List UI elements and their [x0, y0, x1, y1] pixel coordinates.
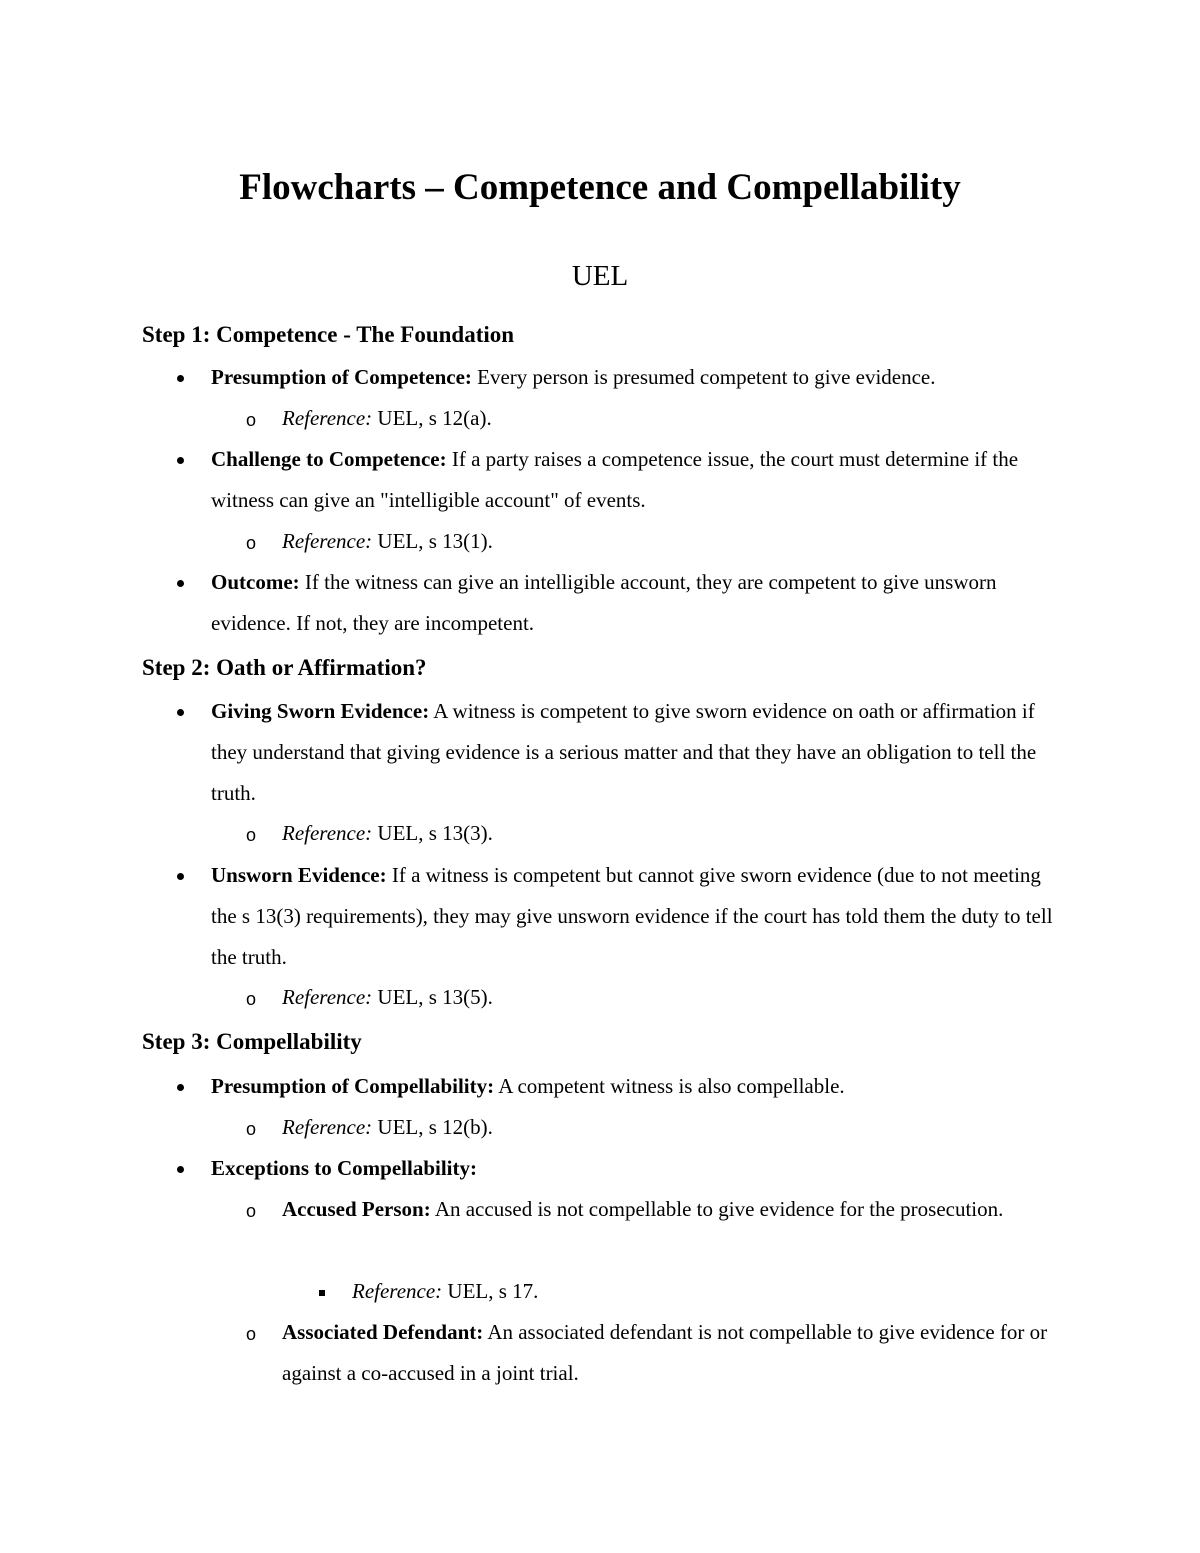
page-title: Flowcharts – Competence and Compellability	[239, 167, 961, 208]
step2-unsworn	[211, 855, 1061, 978]
step2-sworn-label: Giving Sworn Evidence:	[211, 699, 430, 723]
reference-label: Reference:	[282, 406, 373, 430]
reference-label: Reference:	[282, 1115, 373, 1139]
sub-bullet-icon: o	[246, 1119, 257, 1139]
bullet-icon	[177, 709, 184, 716]
sub-bullet-icon: o	[246, 1324, 257, 1344]
square-bullet-icon	[319, 1290, 325, 1296]
step3-exceptions-label: Exceptions to Compellability:	[211, 1156, 477, 1180]
step2-unsworn-label: Unsworn Evidence:	[211, 863, 387, 887]
exception-accused	[282, 1189, 1062, 1230]
step3-presumption-label: Presumption of Compellability:	[211, 1074, 495, 1098]
step2-sworn-ref	[282, 813, 1062, 854]
bullet-icon	[177, 1166, 184, 1173]
step3-exceptions	[211, 1148, 1061, 1189]
step2-heading: Step 2: Oath or Affirmation?	[142, 655, 427, 680]
step1-outcome	[211, 562, 1061, 644]
sub-bullet-icon: o	[246, 533, 257, 553]
bullet-icon	[177, 1084, 184, 1091]
step2-unsworn-text: If a witness is competent but cannot give sworn evidence (due to not meeting the s 13(3) requirements), they may give unsworn evidence if the court has told them the duty to tell the truth.	[211, 863, 1053, 969]
reference-text: UEL, s 13(3).	[372, 821, 493, 845]
step1-presumption-label: Presumption of Competence:	[211, 365, 472, 389]
bullet-icon	[177, 375, 184, 382]
sub-bullet-icon: o	[246, 825, 257, 845]
step1-challenge	[211, 439, 1061, 521]
step3-presumption-text: A competent witness is also compellable.	[494, 1074, 845, 1098]
step1-outcome-text: If the witness can give an intelligible account, they are competent to give unsworn evidence. If not, they are incompetent.	[211, 570, 997, 635]
reference-label: Reference:	[352, 1279, 443, 1303]
step3-presumption	[211, 1066, 1061, 1107]
reference-text: UEL, s 17.	[442, 1279, 539, 1303]
step1-presumption	[211, 357, 1061, 398]
step1-challenge-label: Challenge to Competence:	[211, 447, 447, 471]
reference-text: UEL, s 13(1).	[372, 529, 493, 553]
reference-text: UEL, s 12(b).	[372, 1115, 493, 1139]
exception-accused-label: Accused Person:	[282, 1197, 431, 1221]
exception-associated-label: Associated Defendant:	[282, 1320, 484, 1344]
reference-label: Reference:	[282, 529, 373, 553]
step3-heading: Step 3: Compellability	[142, 1029, 362, 1054]
step2-sworn-text: A witness is competent to give sworn evidence on oath or affirmation if they understand that giving evidence is a serious matter and that they have an obligation to tell the truth.	[211, 699, 1037, 805]
step1-challenge-text: If a party raises a competence issue, the court must determine if the witness can give an "intelligible account" of events.	[211, 447, 1019, 512]
exception-associated-text: An associated defendant is not compellable to give evidence for or against a co-accused in a joint trial.	[282, 1320, 1048, 1385]
step1-challenge-ref	[282, 521, 1062, 562]
reference-label: Reference:	[282, 985, 373, 1009]
step1-presumption-text: Every person is presumed competent to give evidence.	[471, 365, 936, 389]
step1-presumption-ref	[282, 398, 1062, 439]
exception-accused-ref	[352, 1271, 1052, 1312]
sub-bullet-icon: o	[246, 410, 257, 430]
reference-label: Reference:	[282, 821, 373, 845]
step2-sworn	[211, 691, 1061, 814]
bullet-icon	[177, 580, 184, 587]
reference-text: UEL, s 13(5).	[372, 985, 493, 1009]
sub-bullet-icon: o	[246, 1201, 257, 1221]
step1-heading: Step 1: Competence - The Foundation	[142, 322, 515, 347]
reference-text: UEL, s 12(a).	[372, 406, 492, 430]
step2-unsworn-ref	[282, 977, 1062, 1018]
page-subtitle: UEL	[571, 260, 629, 292]
sub-bullet-icon: o	[246, 989, 257, 1009]
step1-outcome-label: Outcome:	[211, 570, 300, 594]
bullet-icon	[177, 457, 184, 464]
bullet-icon	[177, 873, 184, 880]
exception-associated	[282, 1312, 1062, 1394]
step3-presumption-ref	[282, 1107, 1062, 1148]
exception-accused-text: An accused is not compellable to give evidence for the prosecution.	[430, 1197, 1004, 1221]
